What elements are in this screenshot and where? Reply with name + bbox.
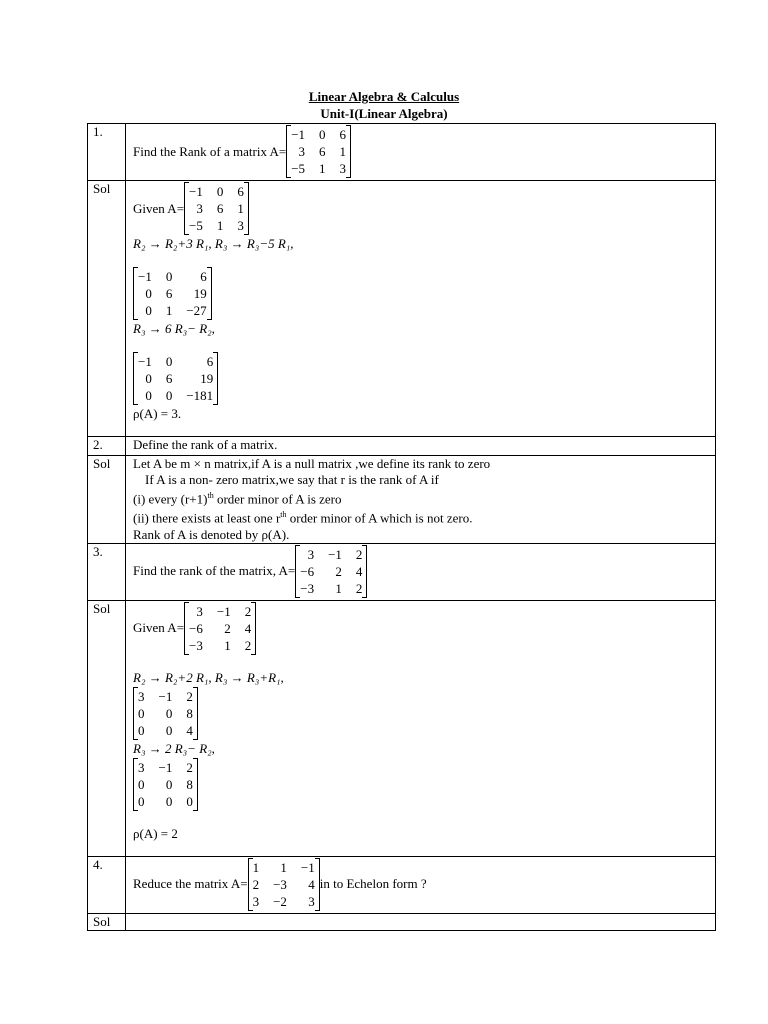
- row-operation: R₃ → 2 R₃− R₂,: [133, 740, 215, 756]
- matrix-cell: −2: [273, 893, 287, 909]
- matrix-cell: 3: [196, 603, 203, 619]
- solution-cell: [126, 600, 716, 856]
- definition-line: Rank of A is denoted by ρ(A).: [133, 526, 290, 542]
- table-row: [88, 543, 716, 600]
- matrix-cell: 0: [138, 776, 145, 792]
- matrix-cell: 2: [355, 546, 363, 562]
- table-row: [88, 181, 716, 437]
- matrix: [133, 267, 212, 320]
- matrix-cell: 0: [145, 286, 152, 301]
- matrix-cell: 0: [145, 388, 152, 403]
- matrix-cell: 6: [216, 201, 224, 216]
- matrix-cell: 3: [339, 161, 347, 176]
- matrix-cell: 2: [224, 620, 231, 636]
- matrix-cell: −6: [189, 620, 203, 636]
- matrix-cell: −1: [216, 603, 231, 619]
- matrix-cell: 4: [308, 876, 315, 892]
- question-number: 3.: [88, 543, 126, 600]
- matrix-cell: 4: [186, 722, 193, 738]
- matrix: [133, 352, 218, 405]
- matrix-cell: 19: [193, 286, 207, 301]
- question-text: Define the rank of a matrix.: [126, 437, 716, 456]
- definition-line: If A is a non- zero matrix,we say that r is the rank of A if: [145, 472, 439, 487]
- matrix-cell: 1: [319, 161, 326, 176]
- matrix-cell: −6: [300, 563, 315, 579]
- rank-result: ρ(A) = 3.: [133, 406, 182, 421]
- definition-line: Let A be m × n matrix,if A is a null matrix ,we define its rank to zero: [133, 456, 491, 471]
- matrix-cell: 6: [165, 286, 173, 301]
- matrix-cell: 8: [186, 776, 193, 792]
- matrix-cell: 8: [186, 705, 193, 721]
- row-operation: R₂ → R₂+2 R₁, R₃ → R₃+R₁,: [133, 669, 284, 685]
- matrix-cell: 1: [335, 580, 342, 596]
- question-text: Find the rank of the matrix, A=: [133, 563, 296, 579]
- matrix-cell: −3: [300, 580, 315, 596]
- matrix-cell: 2: [186, 688, 193, 704]
- matrix-cell: 1: [237, 201, 244, 216]
- given-label: Given A=: [133, 200, 185, 216]
- matrix: [248, 858, 320, 911]
- matrix-cell: 2: [355, 580, 363, 596]
- matrix-cell: 0: [165, 705, 173, 721]
- matrix-cell: 0: [165, 793, 173, 809]
- matrix: [286, 125, 351, 178]
- matrix-cell: 0: [138, 705, 145, 721]
- matrix-cell: 0: [165, 354, 173, 369]
- matrix-cell: 0: [319, 127, 326, 142]
- table-row: [88, 913, 716, 930]
- matrix-cell: −27: [186, 303, 207, 318]
- solution-label: Sol: [88, 181, 126, 437]
- table-row: [88, 437, 716, 456]
- matrix-cell: 6: [200, 269, 207, 284]
- table-row: [88, 456, 716, 544]
- table-row: [88, 856, 716, 913]
- solution-label: Sol: [88, 913, 126, 930]
- matrix-cell: 3: [307, 546, 315, 562]
- matrix-cell: 6: [206, 354, 214, 369]
- matrix-cell: −1: [291, 127, 306, 142]
- matrix: [295, 545, 367, 598]
- question-number: 2.: [88, 437, 126, 456]
- question-cell: [126, 124, 716, 181]
- matrix-cell: 6: [319, 144, 326, 159]
- matrix-cell: −1: [189, 184, 203, 199]
- matrix-cell: −5: [291, 161, 306, 176]
- matrix-cell: 1: [252, 859, 260, 875]
- table-row: [88, 600, 716, 856]
- matrix-cell: 6: [165, 371, 173, 386]
- matrix: [184, 182, 249, 235]
- question-number: 1.: [88, 124, 126, 181]
- question-cell: [126, 856, 716, 913]
- matrix-cell: 3: [252, 893, 260, 909]
- matrix-cell: 1: [339, 144, 347, 159]
- matrix-cell: −5: [189, 218, 203, 233]
- solution-label: Sol: [88, 456, 126, 544]
- matrix-cell: −1: [158, 759, 173, 775]
- question-text: Reduce the matrix A=: [133, 876, 248, 892]
- matrix-cell: −181: [186, 388, 214, 403]
- question-table: [87, 123, 716, 931]
- matrix: [133, 687, 198, 740]
- matrix-cell: 0: [165, 776, 173, 792]
- matrix-cell: 0: [165, 388, 173, 403]
- question-cell: [126, 543, 716, 600]
- matrix-cell: −3: [273, 876, 287, 892]
- page-title: Linear Algebra & Calculus: [308, 89, 460, 104]
- matrix-cell: 3: [298, 144, 306, 159]
- matrix-cell: 1: [280, 859, 287, 875]
- matrix-cell: 3: [237, 218, 244, 233]
- matrix-cell: 2: [244, 637, 252, 653]
- matrix-cell: 2: [252, 876, 260, 892]
- question-text: Find the Rank of a matrix A=: [133, 143, 287, 159]
- matrix-cell: 1: [216, 218, 224, 233]
- given-label: Given A=: [133, 620, 185, 636]
- table-row: [88, 124, 716, 181]
- matrix-cell: 2: [244, 603, 252, 619]
- matrix-cell: 0: [186, 793, 193, 809]
- matrix-cell: −1: [138, 354, 152, 369]
- matrix-cell: −1: [138, 269, 152, 284]
- rank-result: ρ(A) = 2: [133, 825, 178, 841]
- matrix-cell: 0: [138, 793, 145, 809]
- matrix-cell: −1: [328, 546, 342, 562]
- matrix-cell: 0: [138, 722, 145, 738]
- matrix-cell: 4: [244, 620, 252, 636]
- solution-cell: [126, 456, 716, 544]
- matrix-cell: 3: [196, 201, 203, 216]
- matrix-cell: 4: [355, 563, 363, 579]
- matrix-cell: 0: [216, 184, 224, 199]
- definition-line: (i) every $(r+1)^{th}$ order minor of A is zero: [133, 491, 342, 507]
- matrix-cell: 19: [200, 371, 214, 386]
- matrix-cell: 3: [308, 893, 315, 909]
- matrix-cell: −1: [158, 688, 173, 704]
- question-text-suffix: in to Echelon form ?: [319, 876, 427, 892]
- matrix: [184, 602, 256, 655]
- matrix-cell: 6: [339, 127, 347, 142]
- matrix-cell: 3: [138, 688, 145, 704]
- matrix-cell: 2: [186, 759, 193, 775]
- matrix-cell: 2: [335, 563, 342, 579]
- row-operation: R₃ → 6 R₃− R₂,: [133, 321, 215, 336]
- row-operation: R₂ → R₂+3 R₁, R₃ → R₃−5 R₁,: [133, 236, 294, 251]
- matrix-cell: 1: [165, 303, 173, 318]
- solution-label: Sol: [88, 600, 126, 856]
- matrix-cell: −3: [189, 637, 203, 653]
- solution-cell: [126, 913, 716, 930]
- matrix-cell: 0: [165, 269, 173, 284]
- solution-cell: [126, 181, 716, 437]
- matrix-cell: 3: [138, 759, 145, 775]
- matrix-cell: 0: [145, 371, 152, 386]
- page-subtitle: Unit-I(Linear Algebra): [320, 106, 448, 121]
- matrix-cell: 6: [237, 184, 244, 199]
- matrix-cell: 0: [165, 722, 173, 738]
- matrix-cell: −1: [300, 859, 315, 875]
- matrix: [133, 758, 198, 811]
- definition-line: (ii) there exists at least one $r^{th}$ order minor of A which is not zero.: [133, 510, 473, 526]
- matrix-cell: 1: [224, 637, 231, 653]
- matrix-cell: 0: [145, 303, 152, 318]
- question-number: 4.: [88, 856, 126, 913]
